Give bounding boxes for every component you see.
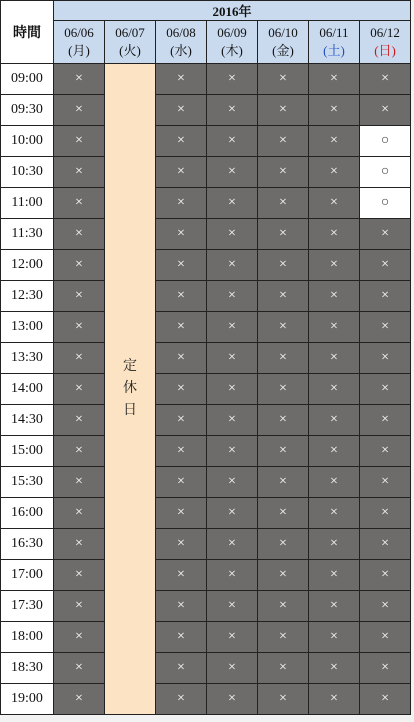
slot-unavailable: × <box>258 560 309 591</box>
time-label: 12:00 <box>1 250 54 281</box>
slot-unavailable: × <box>207 560 258 591</box>
slot-unavailable: × <box>258 374 309 405</box>
slot-unavailable: × <box>258 250 309 281</box>
slot-unavailable: × <box>54 157 105 188</box>
slot-unavailable: × <box>258 219 309 250</box>
slot-unavailable: × <box>54 281 105 312</box>
day-header-1 <box>105 21 156 64</box>
day-weekday: (火) <box>119 43 141 58</box>
time-label: 17:30 <box>1 591 54 622</box>
slot-unavailable: × <box>309 653 360 684</box>
slot-unavailable: × <box>258 622 309 653</box>
slot-unavailable: × <box>156 622 207 653</box>
slot-unavailable: × <box>360 591 411 622</box>
slot-unavailable: × <box>309 281 360 312</box>
slot-unavailable: × <box>207 64 258 95</box>
slot-unavailable: × <box>258 343 309 374</box>
day-weekday: (土) <box>323 43 345 58</box>
slot-unavailable: × <box>156 684 207 715</box>
table-row <box>1 312 411 343</box>
slot-unavailable: × <box>54 95 105 126</box>
slot-unavailable: × <box>360 343 411 374</box>
table-row <box>1 281 411 312</box>
slot-unavailable: × <box>360 560 411 591</box>
day-weekday: (金) <box>272 43 294 58</box>
closed-day-char: 定 <box>123 359 137 374</box>
slot-unavailable: × <box>258 405 309 436</box>
slot-unavailable: × <box>309 343 360 374</box>
slot-unavailable: × <box>258 684 309 715</box>
slot-unavailable: × <box>309 157 360 188</box>
table-row <box>1 498 411 529</box>
time-label: 16:00 <box>1 498 54 529</box>
slot-unavailable: × <box>156 95 207 126</box>
slot-unavailable: × <box>207 622 258 653</box>
slot-unavailable: × <box>309 312 360 343</box>
slot-unavailable: × <box>258 95 309 126</box>
slot-unavailable: × <box>54 684 105 715</box>
slot-unavailable: × <box>207 188 258 219</box>
slot-unavailable: × <box>54 405 105 436</box>
slot-unavailable: × <box>54 312 105 343</box>
day-date: 06/08 <box>166 25 196 40</box>
slot-unavailable: × <box>54 436 105 467</box>
slot-unavailable: × <box>258 126 309 157</box>
day-header-5 <box>309 21 360 64</box>
slot-unavailable: × <box>207 405 258 436</box>
time-label: 10:30 <box>1 157 54 188</box>
slot-unavailable: × <box>207 436 258 467</box>
closed-day-char: 日 <box>123 403 137 418</box>
slot-unavailable: × <box>309 560 360 591</box>
slot-unavailable: × <box>156 188 207 219</box>
slot-unavailable: × <box>360 436 411 467</box>
slot-unavailable: × <box>207 653 258 684</box>
slot-unavailable: × <box>207 250 258 281</box>
slot-unavailable: × <box>54 188 105 219</box>
slot-unavailable: × <box>156 281 207 312</box>
day-header-2 <box>156 21 207 64</box>
slot-unavailable: × <box>207 529 258 560</box>
slot-unavailable: × <box>309 374 360 405</box>
slot-unavailable: × <box>54 498 105 529</box>
slot-unavailable: × <box>156 343 207 374</box>
table-row <box>1 684 411 715</box>
time-label: 16:30 <box>1 529 54 560</box>
time-label: 09:30 <box>1 95 54 126</box>
table-row <box>1 126 411 157</box>
slot-unavailable: × <box>156 560 207 591</box>
slot-unavailable: × <box>360 405 411 436</box>
slot-unavailable: × <box>258 467 309 498</box>
slot-unavailable: × <box>156 405 207 436</box>
day-header-4 <box>258 21 309 64</box>
slot-unavailable: × <box>258 188 309 219</box>
table-row <box>1 188 411 219</box>
slot-unavailable: × <box>258 653 309 684</box>
slot-unavailable: × <box>156 126 207 157</box>
slot-unavailable: × <box>156 467 207 498</box>
slot-unavailable: × <box>360 529 411 560</box>
slot-unavailable: × <box>54 622 105 653</box>
slot-unavailable: × <box>156 219 207 250</box>
table-row <box>1 467 411 498</box>
slot-unavailable: × <box>360 219 411 250</box>
table-row <box>1 95 411 126</box>
slot-unavailable: × <box>54 64 105 95</box>
time-label: 15:00 <box>1 436 54 467</box>
slot-unavailable: × <box>207 95 258 126</box>
time-label: 14:00 <box>1 374 54 405</box>
slot-unavailable: × <box>207 219 258 250</box>
slot-unavailable: × <box>207 374 258 405</box>
slot-unavailable: × <box>207 281 258 312</box>
slot-unavailable: × <box>54 343 105 374</box>
time-label: 13:30 <box>1 343 54 374</box>
slot-unavailable: × <box>54 467 105 498</box>
slot-unavailable: × <box>360 250 411 281</box>
table-row <box>1 622 411 653</box>
time-label: 19:00 <box>1 684 54 715</box>
slot-unavailable: × <box>54 653 105 684</box>
time-label: 15:30 <box>1 467 54 498</box>
slot-unavailable: × <box>156 157 207 188</box>
time-label: 11:00 <box>1 188 54 219</box>
table-row <box>1 653 411 684</box>
slot-unavailable: × <box>54 126 105 157</box>
table-row <box>1 405 411 436</box>
slot-unavailable: × <box>360 374 411 405</box>
slot-unavailable: × <box>309 529 360 560</box>
slot-unavailable: × <box>207 126 258 157</box>
slot-available[interactable]: ○ <box>360 126 411 157</box>
time-label: 12:30 <box>1 281 54 312</box>
table-row <box>1 219 411 250</box>
time-label: 09:00 <box>1 64 54 95</box>
day-header-6 <box>360 21 411 64</box>
slot-unavailable: × <box>360 684 411 715</box>
slot-unavailable: × <box>156 374 207 405</box>
slot-unavailable: × <box>309 250 360 281</box>
slot-unavailable: × <box>156 653 207 684</box>
time-label: 13:00 <box>1 312 54 343</box>
slot-unavailable: × <box>258 64 309 95</box>
day-weekday: (木) <box>221 43 243 58</box>
time-label: 14:30 <box>1 405 54 436</box>
table-row <box>1 250 411 281</box>
slot-unavailable: × <box>309 405 360 436</box>
day-date: 06/12 <box>370 25 400 40</box>
closed-day-label <box>105 356 155 422</box>
slot-unavailable: × <box>54 374 105 405</box>
slot-unavailable: × <box>156 498 207 529</box>
slot-unavailable: × <box>309 64 360 95</box>
slot-unavailable: × <box>156 591 207 622</box>
day-date: 06/06 <box>64 25 94 40</box>
table-row <box>1 157 411 188</box>
slot-unavailable: × <box>309 219 360 250</box>
slot-unavailable: × <box>360 312 411 343</box>
slot-unavailable: × <box>309 467 360 498</box>
slot-unavailable: × <box>258 436 309 467</box>
year-header: 2016年 <box>54 1 411 21</box>
time-label: 18:30 <box>1 653 54 684</box>
slot-unavailable: × <box>309 684 360 715</box>
day-weekday: (水) <box>170 43 192 58</box>
table-row <box>1 374 411 405</box>
table-row <box>1 436 411 467</box>
time-label: 18:00 <box>1 622 54 653</box>
table-row <box>1 64 411 95</box>
slot-unavailable: × <box>258 157 309 188</box>
table-row <box>1 343 411 374</box>
day-date: 06/11 <box>319 25 349 40</box>
slot-unavailable: × <box>360 498 411 529</box>
day-header-0 <box>54 21 105 64</box>
slot-unavailable: × <box>207 343 258 374</box>
closed-day-cell <box>105 64 156 715</box>
time-column-header: 時間 <box>1 1 54 64</box>
slot-unavailable: × <box>258 281 309 312</box>
day-weekday: (月) <box>68 43 90 58</box>
slot-unavailable: × <box>156 529 207 560</box>
slot-unavailable: × <box>360 64 411 95</box>
closed-day-char: 休 <box>123 381 137 396</box>
slot-unavailable: × <box>54 219 105 250</box>
table-row <box>1 560 411 591</box>
slot-unavailable: × <box>207 591 258 622</box>
slot-unavailable: × <box>207 467 258 498</box>
slot-unavailable: × <box>309 436 360 467</box>
table-row <box>1 591 411 622</box>
slot-unavailable: × <box>360 467 411 498</box>
slot-unavailable: × <box>156 312 207 343</box>
time-label: 17:00 <box>1 560 54 591</box>
slot-unavailable: × <box>258 498 309 529</box>
slot-available[interactable]: ○ <box>360 188 411 219</box>
slot-unavailable: × <box>54 529 105 560</box>
slot-unavailable: × <box>360 622 411 653</box>
slot-unavailable: × <box>207 157 258 188</box>
slot-unavailable: × <box>309 188 360 219</box>
slot-unavailable: × <box>309 498 360 529</box>
day-date: 06/10 <box>268 25 298 40</box>
slot-unavailable: × <box>309 95 360 126</box>
slot-unavailable: × <box>156 250 207 281</box>
day-date: 06/09 <box>217 25 247 40</box>
slot-unavailable: × <box>258 529 309 560</box>
slot-unavailable: × <box>207 684 258 715</box>
slot-unavailable: × <box>207 312 258 343</box>
day-header-row <box>1 21 411 64</box>
slot-unavailable: × <box>156 64 207 95</box>
day-date: 06/07 <box>115 25 145 40</box>
slot-unavailable: × <box>156 436 207 467</box>
slot-unavailable: × <box>54 250 105 281</box>
slot-unavailable: × <box>309 126 360 157</box>
slot-unavailable: × <box>360 653 411 684</box>
day-weekday: (日) <box>374 43 396 58</box>
slot-unavailable: × <box>207 498 258 529</box>
time-slot-grid <box>1 64 411 715</box>
time-label: 11:30 <box>1 219 54 250</box>
slot-unavailable: × <box>258 591 309 622</box>
slot-unavailable: × <box>309 591 360 622</box>
slot-unavailable: × <box>360 95 411 126</box>
time-label: 10:00 <box>1 126 54 157</box>
day-header-3 <box>207 21 258 64</box>
year-header-row <box>1 1 411 21</box>
slot-unavailable: × <box>309 622 360 653</box>
slot-unavailable: × <box>360 281 411 312</box>
slot-unavailable: × <box>54 591 105 622</box>
slot-available[interactable]: ○ <box>360 157 411 188</box>
slot-unavailable: × <box>258 312 309 343</box>
table-row <box>1 529 411 560</box>
slot-unavailable: × <box>54 560 105 591</box>
